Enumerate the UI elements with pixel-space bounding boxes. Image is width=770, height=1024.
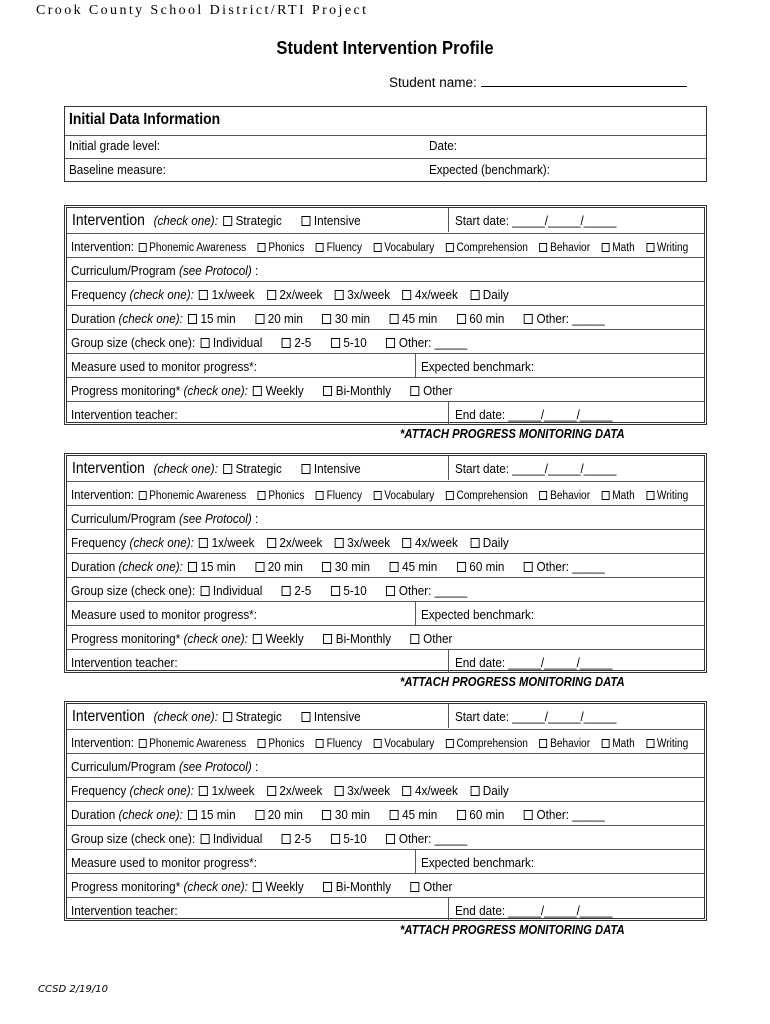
area-checkbox[interactable]: [258, 739, 266, 748]
area-checkbox[interactable]: [258, 243, 266, 252]
progress-checkbox[interactable]: [323, 882, 332, 892]
frequency-checkbox[interactable]: [402, 290, 411, 300]
intensive-label: Intensive: [313, 213, 361, 228]
intensive-checkbox[interactable]: [301, 216, 310, 226]
initial-data-heading: Initial Data Information: [69, 111, 221, 128]
frequency-checkbox[interactable]: [199, 290, 208, 300]
end-date-field[interactable]: End date: _____/_____/_____: [455, 655, 613, 670]
attach-note: *ATTACH PROGRESS MONITORING DATA: [400, 427, 625, 441]
area-checkbox[interactable]: [258, 491, 266, 500]
duration-checkbox[interactable]: [255, 810, 264, 820]
area-checkbox[interactable]: [446, 243, 454, 252]
duration-checkbox[interactable]: [390, 810, 399, 820]
intervention-areas-row: Intervention: Phonemic Awareness Phonics Fluency Vocabulary Comprehension Behavior Math Writing: [71, 487, 689, 502]
progress-checkbox[interactable]: [411, 882, 420, 892]
strategic-checkbox[interactable]: [223, 712, 232, 722]
page-title: Student Intervention Profile: [276, 38, 494, 58]
frequency-checkbox[interactable]: [267, 786, 276, 796]
expected-benchmark-field[interactable]: Expected benchmark:: [421, 855, 535, 870]
strategic-checkbox[interactable]: [223, 464, 232, 474]
area-checkbox[interactable]: [316, 739, 324, 748]
intervention-title: Intervention: [72, 708, 145, 725]
frequency-checkbox[interactable]: [267, 290, 276, 300]
expected-benchmark-label[interactable]: Expected (benchmark):: [429, 162, 550, 177]
duration-other-checkbox[interactable]: [524, 810, 533, 820]
area-checkbox[interactable]: [374, 243, 382, 252]
start-date-field[interactable]: Start date: _____/_____/_____: [455, 709, 617, 724]
expected-benchmark-field[interactable]: Expected benchmark:: [421, 607, 535, 622]
area-checkbox[interactable]: [646, 243, 654, 252]
student-name-line[interactable]: [481, 74, 687, 87]
strategic-checkbox[interactable]: [223, 216, 232, 226]
measure-label[interactable]: Measure used to monitor progress*:: [71, 359, 257, 374]
group-other-checkbox[interactable]: [386, 586, 395, 596]
intervention-areas-row: Intervention: Phonemic Awareness Phonics Fluency Vocabulary Comprehension Behavior Math Writing: [71, 735, 689, 750]
area-checkbox[interactable]: [540, 739, 548, 748]
duration-row: Duration (check one): 15 min 20 min 30 min 45 min 60 min Other: _____: [71, 807, 605, 822]
frequency-checkbox[interactable]: [335, 786, 344, 796]
frequency-checkbox[interactable]: [470, 290, 479, 300]
progress-checkbox[interactable]: [253, 882, 262, 892]
area-checkbox[interactable]: [316, 491, 324, 500]
intervention-title: Intervention: [72, 460, 145, 477]
intervention-block: [64, 701, 707, 921]
group-checkbox[interactable]: [200, 586, 209, 596]
intensive-label: Intensive: [313, 709, 361, 724]
intervention-teacher-label[interactable]: Intervention teacher:: [71, 655, 178, 670]
area-checkbox[interactable]: [446, 491, 454, 500]
intervention-teacher-label[interactable]: Intervention teacher:: [71, 903, 178, 918]
progress-monitoring-row: Progress monitoring* (check one): Weekly Bi-Monthly Other: [71, 879, 453, 894]
group-size-row: Group size (check one): Individual 2-5 5-10 Other: _____: [71, 831, 468, 846]
frequency-checkbox[interactable]: [402, 538, 411, 548]
area-checkbox[interactable]: [139, 739, 147, 748]
duration-checkbox[interactable]: [322, 314, 331, 324]
progress-monitoring-row: Progress monitoring* (check one): Weekly Bi-Monthly Other: [71, 383, 453, 398]
duration-row: Duration (check one): 15 min 20 min 30 min 45 min 60 min Other: _____: [71, 311, 605, 326]
end-date-field[interactable]: End date: _____/_____/_____: [455, 903, 613, 918]
area-checkbox[interactable]: [446, 739, 454, 748]
intervention-teacher-label[interactable]: Intervention teacher:: [71, 407, 178, 422]
frequency-checkbox[interactable]: [402, 786, 411, 796]
area-checkbox[interactable]: [374, 739, 382, 748]
attach-note: *ATTACH PROGRESS MONITORING DATA: [400, 675, 625, 689]
intervention-type-row: Intervention (check one): Strategic Intensive: [72, 212, 361, 229]
group-checkbox[interactable]: [282, 586, 291, 596]
form-code: CCSD 2/19/10: [38, 984, 108, 995]
student-name-label: Student name:: [389, 75, 477, 90]
area-checkbox[interactable]: [139, 491, 147, 500]
frequency-checkbox[interactable]: [335, 290, 344, 300]
intensive-label: Intensive: [313, 461, 361, 476]
frequency-checkbox[interactable]: [470, 786, 479, 796]
duration-checkbox[interactable]: [457, 562, 466, 572]
area-checkbox[interactable]: [540, 491, 548, 500]
duration-checkbox[interactable]: [188, 314, 197, 324]
intervention-block: [64, 205, 707, 425]
frequency-checkbox[interactable]: [199, 538, 208, 548]
frequency-checkbox[interactable]: [199, 786, 208, 796]
group-checkbox[interactable]: [200, 834, 209, 844]
group-size-row: Group size (check one): Individual 2-5 5-10 Other: _____: [71, 583, 468, 598]
duration-checkbox[interactable]: [457, 810, 466, 820]
baseline-measure-label[interactable]: Baseline measure:: [69, 162, 166, 177]
group-other-checkbox[interactable]: [386, 834, 395, 844]
progress-checkbox[interactable]: [323, 634, 332, 644]
group-checkbox[interactable]: [282, 338, 291, 348]
duration-checkbox[interactable]: [188, 562, 197, 572]
frequency-row: Frequency (check one): 1x/week 2x/week 3x/week 4x/week Daily: [71, 287, 509, 302]
duration-other-checkbox[interactable]: [524, 314, 533, 324]
area-checkbox[interactable]: [646, 491, 654, 500]
duration-checkbox[interactable]: [390, 314, 399, 324]
frequency-checkbox[interactable]: [470, 538, 479, 548]
progress-checkbox[interactable]: [253, 386, 262, 396]
area-checkbox[interactable]: [602, 739, 610, 748]
duration-row: Duration (check one): 15 min 20 min 30 min 45 min 60 min Other: _____: [71, 559, 605, 574]
duration-checkbox[interactable]: [390, 562, 399, 572]
curriculum-row[interactable]: Curriculum/Program (see Protocol) :: [71, 263, 259, 278]
strategic-label: Strategic: [235, 709, 282, 724]
group-checkbox[interactable]: [282, 834, 291, 844]
duration-checkbox[interactable]: [322, 562, 331, 572]
intervention-title: Intervention: [72, 212, 145, 229]
district-project-header: Crook County School District/RTI Project: [36, 3, 369, 18]
progress-checkbox[interactable]: [323, 386, 332, 396]
area-checkbox[interactable]: [602, 491, 610, 500]
intervention-type-row: Intervention (check one): Strategic Intensive: [72, 708, 361, 725]
strategic-label: Strategic: [235, 213, 282, 228]
initial-grade-label[interactable]: Initial grade level:: [69, 138, 161, 153]
date-label[interactable]: Date:: [429, 138, 457, 153]
area-checkbox[interactable]: [602, 243, 610, 252]
group-size-row: Group size (check one): Individual 2-5 5-10 Other: _____: [71, 335, 468, 350]
curriculum-row[interactable]: Curriculum/Program (see Protocol) :: [71, 759, 259, 774]
frequency-row: Frequency (check one): 1x/week 2x/week 3x/week 4x/week Daily: [71, 783, 509, 798]
area-checkbox[interactable]: [316, 243, 324, 252]
start-date-field[interactable]: Start date: _____/_____/_____: [455, 213, 617, 228]
intervention-type-row: Intervention (check one): Strategic Intensive: [72, 460, 361, 477]
duration-checkbox[interactable]: [255, 314, 264, 324]
progress-checkbox[interactable]: [411, 634, 420, 644]
duration-checkbox[interactable]: [188, 810, 197, 820]
measure-label[interactable]: Measure used to monitor progress*:: [71, 855, 257, 870]
attach-note: *ATTACH PROGRESS MONITORING DATA: [400, 923, 625, 937]
curriculum-row[interactable]: Curriculum/Program (see Protocol) :: [71, 511, 259, 526]
area-checkbox[interactable]: [540, 243, 548, 252]
frequency-checkbox[interactable]: [335, 538, 344, 548]
area-checkbox[interactable]: [374, 491, 382, 500]
duration-checkbox[interactable]: [457, 314, 466, 324]
group-checkbox[interactable]: [331, 338, 340, 348]
initial-data-section: [64, 106, 707, 182]
frequency-row: Frequency (check one): 1x/week 2x/week 3x/week 4x/week Daily: [71, 535, 509, 550]
expected-benchmark-field[interactable]: Expected benchmark:: [421, 359, 535, 374]
group-checkbox[interactable]: [331, 586, 340, 596]
intervention-areas-row: Intervention: Phonemic Awareness Phonics Fluency Vocabulary Comprehension Behavior Math Writing: [71, 239, 689, 254]
student-name-field[interactable]: [389, 74, 687, 90]
strategic-label: Strategic: [235, 461, 282, 476]
measure-label[interactable]: Measure used to monitor progress*:: [71, 607, 257, 622]
group-other-checkbox[interactable]: [386, 338, 395, 348]
area-checkbox[interactable]: [646, 739, 654, 748]
intensive-checkbox[interactable]: [301, 464, 310, 474]
start-date-field[interactable]: Start date: _____/_____/_____: [455, 461, 617, 476]
intensive-checkbox[interactable]: [301, 712, 310, 722]
frequency-checkbox[interactable]: [267, 538, 276, 548]
end-date-field[interactable]: End date: _____/_____/_____: [455, 407, 613, 422]
area-checkbox[interactable]: [139, 243, 147, 252]
group-checkbox[interactable]: [200, 338, 209, 348]
intervention-block: [64, 453, 707, 673]
duration-other-checkbox[interactable]: [524, 562, 533, 572]
duration-checkbox[interactable]: [322, 810, 331, 820]
progress-checkbox[interactable]: [253, 634, 262, 644]
group-checkbox[interactable]: [331, 834, 340, 844]
progress-monitoring-row: Progress monitoring* (check one): Weekly Bi-Monthly Other: [71, 631, 453, 646]
duration-checkbox[interactable]: [255, 562, 264, 572]
progress-checkbox[interactable]: [411, 386, 420, 396]
